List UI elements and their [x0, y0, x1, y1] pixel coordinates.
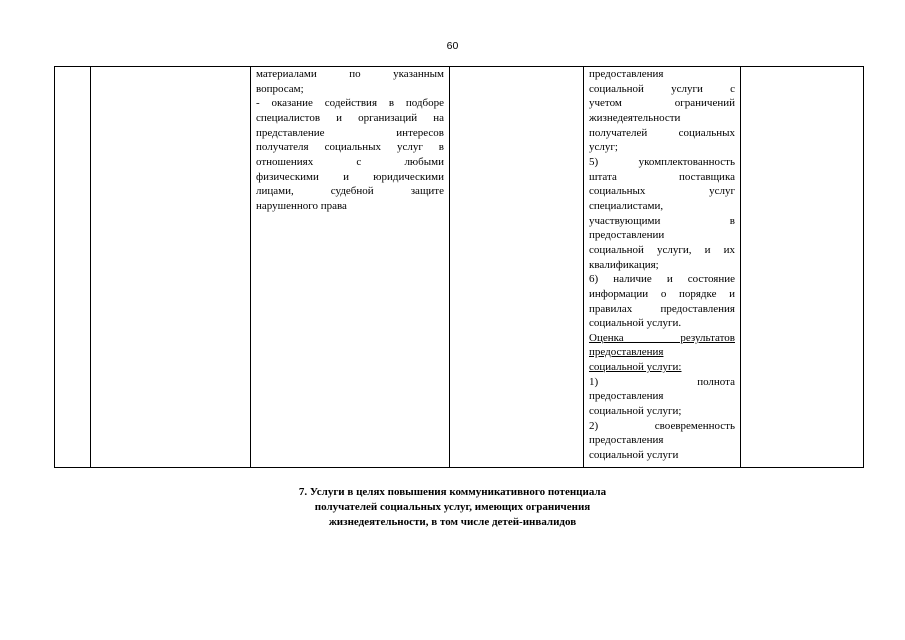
text-line: социальной услуги	[589, 449, 679, 462]
text-line: правилах предоставления	[589, 302, 735, 315]
text-line: специалистами,	[589, 199, 664, 212]
section-heading-line: 7. Услуги в целях повышения коммуникативного потенциала	[298, 486, 607, 498]
text-line: социальной услуги.	[589, 317, 682, 330]
table-cell-service-name	[91, 67, 251, 468]
services-table	[54, 66, 864, 468]
text-line: предоставления	[589, 434, 664, 447]
text-line: предоставления	[589, 68, 664, 80]
text-line: штата поставщика	[589, 170, 735, 183]
table-cell-number	[55, 67, 91, 468]
text-line: социальной услуги с	[589, 82, 735, 95]
table-row	[55, 67, 864, 468]
text-line: получателя социальных услуг в	[256, 141, 444, 154]
text-line: информации о порядке и	[589, 287, 735, 300]
text-line: квалификация;	[589, 258, 659, 271]
text-line: социальной услуги, и их	[589, 243, 735, 256]
text-line: услуг;	[589, 141, 618, 154]
page-number: 60	[446, 40, 459, 52]
text-line: жизнедеятельности	[589, 111, 681, 124]
text-line: Оценка результатов	[589, 331, 735, 344]
text-line: специалистов и организаций на	[256, 111, 444, 124]
table-cell-deadline	[450, 67, 584, 468]
text-line: получателей социальных	[589, 126, 735, 139]
text-line: учетом ограничений	[589, 97, 735, 110]
section-heading	[200, 485, 705, 530]
text-line: лицами, судебной защите	[256, 185, 444, 198]
section-heading-line: жизнедеятельности, в том числе детей-инвалидов	[328, 516, 577, 528]
section-heading-line: получателей социальных услуг, имеющих ограничения	[314, 501, 591, 513]
table-cell-conditions	[741, 67, 864, 468]
text-line: нарушенного права	[256, 199, 347, 212]
text-line: предоставления	[589, 390, 664, 403]
text-line: - оказание содействия в подборе	[256, 97, 444, 110]
text-line: 1) полнота	[589, 375, 735, 388]
text-line: предоставления	[589, 346, 664, 359]
text-line: 6) наличие и состояние	[589, 273, 735, 286]
table-cell-quality-indicators	[584, 67, 741, 468]
text-line: 2) своевременность	[589, 419, 735, 432]
text-line: физическими и юридическими	[256, 170, 444, 183]
text-line: представление интересов	[256, 126, 444, 139]
text-line: материалами по указанным	[256, 68, 444, 80]
text-line: социальных услуг	[589, 185, 735, 198]
text-line: вопросам;	[256, 82, 304, 95]
text-line: социальной услуги;	[589, 405, 682, 418]
text-line: отношениях с любыми	[256, 155, 444, 168]
quality-indicators-text	[589, 67, 735, 463]
table-cell-service-description	[251, 67, 450, 468]
service-description-text	[256, 67, 444, 214]
text-line: социальной услуги:	[589, 361, 682, 374]
text-line: 5) укомплектованность	[589, 155, 735, 168]
text-line: участвующими в	[589, 214, 735, 227]
text-line: предоставлении	[589, 229, 665, 242]
